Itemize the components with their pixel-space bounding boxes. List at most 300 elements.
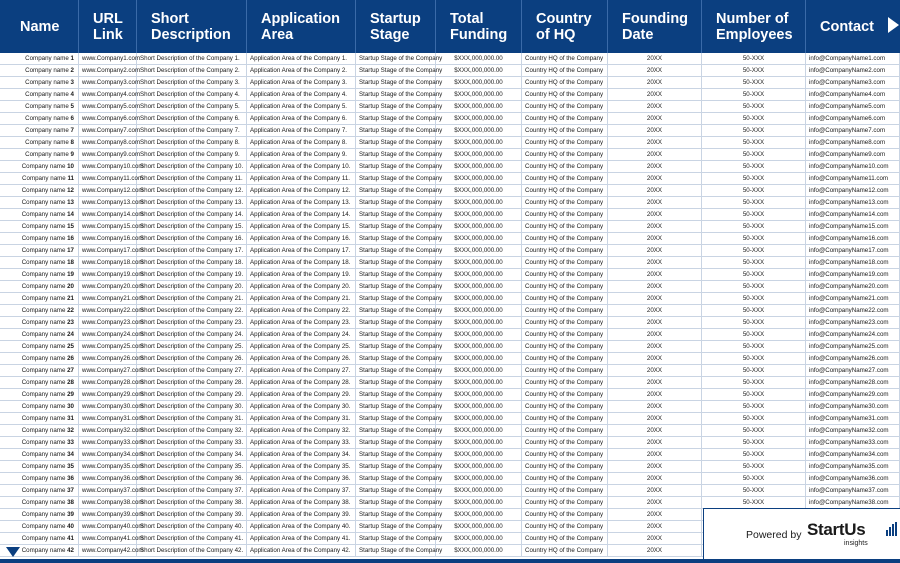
cell-funding: $XXX,000,000.00 bbox=[436, 437, 522, 449]
cell-country: Country HQ of the Company bbox=[522, 461, 608, 473]
cell-country: Country HQ of the Company bbox=[522, 137, 608, 149]
cell-url[interactable]: www.Company25.com bbox=[79, 341, 137, 353]
cell-name: Company name 32 bbox=[0, 425, 79, 437]
table-row[interactable] bbox=[0, 413, 900, 425]
cell-country: Country HQ of the Company bbox=[522, 233, 608, 245]
cell-funding: $XXX,000,000.00 bbox=[436, 461, 522, 473]
cell-contact[interactable]: info@CompanyName31.com bbox=[806, 413, 900, 425]
table-row[interactable] bbox=[0, 197, 900, 209]
cell-contact[interactable]: info@CompanyName7.com bbox=[806, 125, 900, 137]
table-row[interactable] bbox=[0, 437, 900, 449]
cell-name: Company name 7 bbox=[0, 125, 79, 137]
cell-url[interactable]: www.Company14.com bbox=[79, 209, 137, 221]
table-row[interactable] bbox=[0, 269, 900, 281]
cell-funding: $XXX,000,000.00 bbox=[436, 149, 522, 161]
cell-country: Country HQ of the Company bbox=[522, 545, 608, 557]
cell-date: 20XX bbox=[608, 545, 702, 557]
header-date-line: Founding bbox=[622, 10, 689, 27]
cell-name: Company name 42 bbox=[0, 545, 79, 557]
cell-stage: Startup Stage of the Company bbox=[356, 185, 436, 197]
cell-country: Country HQ of the Company bbox=[522, 245, 608, 257]
cell-url[interactable]: www.Company22.com bbox=[79, 305, 137, 317]
cell-date: 20XX bbox=[608, 389, 702, 401]
cell-description: Short Description of the Company 37. bbox=[137, 485, 247, 497]
cell-date: 20XX bbox=[608, 293, 702, 305]
cell-url[interactable]: www.Company42.com bbox=[79, 545, 137, 557]
cell-area: Application Area of the Company 9. bbox=[247, 149, 356, 161]
table-row[interactable] bbox=[0, 317, 900, 329]
cell-area: Application Area of the Company 29. bbox=[247, 389, 356, 401]
cell-area: Application Area of the Company 41. bbox=[247, 533, 356, 545]
cell-employees: 50-XXX bbox=[702, 341, 806, 353]
cell-funding: $XXX,000,000.00 bbox=[436, 401, 522, 413]
cell-country: Country HQ of the Company bbox=[522, 161, 608, 173]
table-row[interactable] bbox=[0, 101, 900, 113]
header-contact-line: Contact bbox=[820, 18, 874, 35]
cell-url[interactable]: www.Company16.com bbox=[79, 233, 137, 245]
cell-area: Application Area of the Company 37. bbox=[247, 485, 356, 497]
cell-url[interactable]: www.Company33.com bbox=[79, 437, 137, 449]
cell-funding: $XXX,000,000.00 bbox=[436, 257, 522, 269]
header-country bbox=[522, 0, 608, 53]
cell-contact[interactable]: info@CompanyName10.com bbox=[806, 161, 900, 173]
cell-description: Short Description of the Company 12. bbox=[137, 185, 247, 197]
cell-country: Country HQ of the Company bbox=[522, 425, 608, 437]
cell-url[interactable]: www.Company3.com bbox=[79, 77, 137, 89]
cell-description: Short Description of the Company 28. bbox=[137, 377, 247, 389]
table-row[interactable] bbox=[0, 377, 900, 389]
play-arrow-icon[interactable] bbox=[888, 17, 899, 33]
cell-contact[interactable]: info@CompanyName14.com bbox=[806, 209, 900, 221]
cell-contact[interactable]: info@CompanyName15.com bbox=[806, 221, 900, 233]
cell-country: Country HQ of the Company bbox=[522, 113, 608, 125]
cell-employees: 50-XXX bbox=[702, 449, 806, 461]
table-row[interactable] bbox=[0, 353, 900, 365]
table-row[interactable] bbox=[0, 77, 900, 89]
cell-date: 20XX bbox=[608, 353, 702, 365]
cell-funding: $XXX,000,000.00 bbox=[436, 293, 522, 305]
cell-area: Application Area of the Company 6. bbox=[247, 113, 356, 125]
table-row[interactable] bbox=[0, 221, 900, 233]
table-row[interactable] bbox=[0, 173, 900, 185]
cell-description: Short Description of the Company 9. bbox=[137, 149, 247, 161]
cell-date: 20XX bbox=[608, 245, 702, 257]
cell-stage: Startup Stage of the Company bbox=[356, 317, 436, 329]
cell-contact[interactable]: info@CompanyName8.com bbox=[806, 137, 900, 149]
cell-employees: 50-XXX bbox=[702, 305, 806, 317]
scroll-down-icon[interactable] bbox=[6, 547, 20, 557]
cell-area: Application Area of the Company 27. bbox=[247, 365, 356, 377]
cell-url[interactable]: www.Company21.com bbox=[79, 293, 137, 305]
cell-date: 20XX bbox=[608, 425, 702, 437]
cell-area: Application Area of the Company 25. bbox=[247, 341, 356, 353]
header-funding-line: Funding bbox=[450, 26, 508, 43]
cell-contact[interactable]: info@CompanyName12.com bbox=[806, 185, 900, 197]
cell-description: Short Description of the Company 19. bbox=[137, 269, 247, 281]
cell-area: Application Area of the Company 30. bbox=[247, 401, 356, 413]
header-area-line: Area bbox=[261, 26, 294, 43]
cell-url[interactable]: www.Company5.com bbox=[79, 101, 137, 113]
cell-area: Application Area of the Company 23. bbox=[247, 317, 356, 329]
cell-funding: $XXX,000,000.00 bbox=[436, 113, 522, 125]
cell-date: 20XX bbox=[608, 509, 702, 521]
cell-date: 20XX bbox=[608, 305, 702, 317]
cell-contact[interactable]: info@CompanyName38.com bbox=[806, 497, 900, 509]
cell-stage: Startup Stage of the Company bbox=[356, 473, 436, 485]
cell-area: Application Area of the Company 5. bbox=[247, 101, 356, 113]
cell-url[interactable]: www.Company37.com bbox=[79, 485, 137, 497]
cell-date: 20XX bbox=[608, 149, 702, 161]
table-row[interactable] bbox=[0, 401, 900, 413]
table-row[interactable] bbox=[0, 233, 900, 245]
cell-name: Company name 39 bbox=[0, 509, 79, 521]
cell-date: 20XX bbox=[608, 401, 702, 413]
cell-date: 20XX bbox=[608, 113, 702, 125]
cell-area: Application Area of the Company 18. bbox=[247, 257, 356, 269]
cell-url[interactable]: www.Company31.com bbox=[79, 413, 137, 425]
table-row[interactable] bbox=[0, 425, 900, 437]
cell-name: Company name 30 bbox=[0, 401, 79, 413]
powered-by-box[interactable] bbox=[703, 508, 900, 559]
cell-country: Country HQ of the Company bbox=[522, 473, 608, 485]
table-row[interactable] bbox=[0, 53, 900, 65]
cell-funding: $XXX,000,000.00 bbox=[436, 329, 522, 341]
header-emp-line: Employees bbox=[716, 26, 793, 43]
bar-chart-logo-icon bbox=[886, 522, 898, 536]
cell-area: Application Area of the Company 35. bbox=[247, 461, 356, 473]
cell-country: Country HQ of the Company bbox=[522, 485, 608, 497]
cell-stage: Startup Stage of the Company bbox=[356, 365, 436, 377]
cell-country: Country HQ of the Company bbox=[522, 305, 608, 317]
cell-funding: $XXX,000,000.00 bbox=[436, 449, 522, 461]
cell-contact[interactable]: info@CompanyName13.com bbox=[806, 197, 900, 209]
cell-contact[interactable]: info@CompanyName28.com bbox=[806, 377, 900, 389]
table-row[interactable] bbox=[0, 209, 900, 221]
cell-employees: 50-XXX bbox=[702, 401, 806, 413]
cell-name: Company name 19 bbox=[0, 269, 79, 281]
cell-stage: Startup Stage of the Company bbox=[356, 485, 436, 497]
cell-url[interactable]: www.Company26.com bbox=[79, 353, 137, 365]
cell-stage: Startup Stage of the Company bbox=[356, 257, 436, 269]
header-funding bbox=[436, 0, 522, 53]
cell-name: Company name 17 bbox=[0, 245, 79, 257]
cell-name: Company name 31 bbox=[0, 413, 79, 425]
table-row[interactable] bbox=[0, 281, 900, 293]
cell-date: 20XX bbox=[608, 197, 702, 209]
cell-stage: Startup Stage of the Company bbox=[356, 389, 436, 401]
cell-stage: Startup Stage of the Company bbox=[356, 449, 436, 461]
cell-description: Short Description of the Company 14. bbox=[137, 209, 247, 221]
cell-url[interactable]: www.Company41.com bbox=[79, 533, 137, 545]
cell-employees: 50-XXX bbox=[702, 353, 806, 365]
cell-employees: 50-XXX bbox=[702, 425, 806, 437]
cell-url[interactable]: www.Company30.com bbox=[79, 401, 137, 413]
cell-url[interactable]: www.Company27.com bbox=[79, 365, 137, 377]
header-country-line: of HQ bbox=[536, 26, 576, 43]
cell-funding: $XXX,000,000.00 bbox=[436, 161, 522, 173]
powered-by-label: Powered by bbox=[746, 529, 802, 541]
cell-contact[interactable]: info@CompanyName32.com bbox=[806, 425, 900, 437]
cell-country: Country HQ of the Company bbox=[522, 365, 608, 377]
cell-funding: $XXX,000,000.00 bbox=[436, 485, 522, 497]
cell-employees: 50-XXX bbox=[702, 377, 806, 389]
header-area bbox=[247, 0, 356, 53]
cell-funding: $XXX,000,000.00 bbox=[436, 413, 522, 425]
cell-country: Country HQ of the Company bbox=[522, 353, 608, 365]
cell-url[interactable]: www.Company24.com bbox=[79, 329, 137, 341]
cell-funding: $XXX,000,000.00 bbox=[436, 197, 522, 209]
cell-stage: Startup Stage of the Company bbox=[356, 173, 436, 185]
cell-contact[interactable]: info@CompanyName6.com bbox=[806, 113, 900, 125]
cell-contact[interactable]: info@CompanyName30.com bbox=[806, 401, 900, 413]
cell-description: Short Description of the Company 40. bbox=[137, 521, 247, 533]
cell-contact[interactable]: info@CompanyName34.com bbox=[806, 449, 900, 461]
cell-date: 20XX bbox=[608, 341, 702, 353]
cell-funding: $XXX,000,000.00 bbox=[436, 137, 522, 149]
cell-employees: 50-XXX bbox=[702, 221, 806, 233]
cell-contact[interactable]: info@CompanyName20.com bbox=[806, 281, 900, 293]
cell-area: Application Area of the Company 40. bbox=[247, 521, 356, 533]
cell-url[interactable]: www.Company10.com bbox=[79, 161, 137, 173]
header-stage bbox=[356, 0, 436, 53]
cell-employees: 50-XXX bbox=[702, 197, 806, 209]
cell-url[interactable]: www.Company12.com bbox=[79, 185, 137, 197]
cell-contact[interactable]: info@CompanyName16.com bbox=[806, 233, 900, 245]
cell-funding: $XXX,000,000.00 bbox=[436, 89, 522, 101]
cell-country: Country HQ of the Company bbox=[522, 521, 608, 533]
cell-description: Short Description of the Company 41. bbox=[137, 533, 247, 545]
cell-description: Short Description of the Company 17. bbox=[137, 245, 247, 257]
cell-employees: 50-XXX bbox=[702, 209, 806, 221]
cell-area: Application Area of the Company 42. bbox=[247, 545, 356, 557]
cell-area: Application Area of the Company 34. bbox=[247, 449, 356, 461]
cell-area: Application Area of the Company 24. bbox=[247, 329, 356, 341]
header-emp-line: Number of bbox=[716, 10, 789, 27]
table-row[interactable] bbox=[0, 341, 900, 353]
footer-bar bbox=[0, 559, 900, 563]
cell-contact[interactable]: info@CompanyName9.com bbox=[806, 149, 900, 161]
header-url-line: Link bbox=[93, 26, 123, 43]
cell-stage: Startup Stage of the Company bbox=[356, 89, 436, 101]
cell-url[interactable]: www.Company35.com bbox=[79, 461, 137, 473]
table-row[interactable] bbox=[0, 449, 900, 461]
cell-date: 20XX bbox=[608, 281, 702, 293]
cell-url[interactable]: www.Company18.com bbox=[79, 257, 137, 269]
cell-employees: 50-XXX bbox=[702, 53, 806, 65]
cell-stage: Startup Stage of the Company bbox=[356, 437, 436, 449]
cell-contact[interactable]: info@CompanyName3.com bbox=[806, 77, 900, 89]
table-row[interactable] bbox=[0, 161, 900, 173]
cell-contact[interactable]: info@CompanyName25.com bbox=[806, 341, 900, 353]
cell-funding: $XXX,000,000.00 bbox=[436, 425, 522, 437]
cell-area: Application Area of the Company 32. bbox=[247, 425, 356, 437]
cell-url[interactable]: www.Company6.com bbox=[79, 113, 137, 125]
cell-contact[interactable]: info@CompanyName24.com bbox=[806, 329, 900, 341]
cell-name: Company name 33 bbox=[0, 437, 79, 449]
cell-url[interactable]: www.Company15.com bbox=[79, 221, 137, 233]
cell-stage: Startup Stage of the Company bbox=[356, 125, 436, 137]
cell-description: Short Description of the Company 7. bbox=[137, 125, 247, 137]
table-row[interactable] bbox=[0, 125, 900, 137]
cell-country: Country HQ of the Company bbox=[522, 413, 608, 425]
cell-url[interactable]: www.Company23.com bbox=[79, 317, 137, 329]
table-row[interactable] bbox=[0, 149, 900, 161]
cell-description: Short Description of the Company 34. bbox=[137, 449, 247, 461]
cell-name: Company name 35 bbox=[0, 461, 79, 473]
table-row[interactable] bbox=[0, 185, 900, 197]
table-row[interactable] bbox=[0, 305, 900, 317]
header-desc-line: Short bbox=[151, 10, 189, 27]
cell-employees: 50-XXX bbox=[702, 113, 806, 125]
cell-stage: Startup Stage of the Company bbox=[356, 221, 436, 233]
cell-country: Country HQ of the Company bbox=[522, 101, 608, 113]
cell-stage: Startup Stage of the Company bbox=[356, 233, 436, 245]
cell-url[interactable]: www.Company19.com bbox=[79, 269, 137, 281]
cell-funding: $XXX,000,000.00 bbox=[436, 125, 522, 137]
cell-area: Application Area of the Company 39. bbox=[247, 509, 356, 521]
cell-url[interactable]: www.Company4.com bbox=[79, 89, 137, 101]
cell-date: 20XX bbox=[608, 101, 702, 113]
cell-funding: $XXX,000,000.00 bbox=[436, 185, 522, 197]
cell-contact[interactable]: info@CompanyName26.com bbox=[806, 353, 900, 365]
table-row[interactable] bbox=[0, 137, 900, 149]
cell-date: 20XX bbox=[608, 317, 702, 329]
brand-logo-text: StartUs bbox=[807, 520, 866, 539]
cell-funding: $XXX,000,000.00 bbox=[436, 545, 522, 557]
header-desc-line: Description bbox=[151, 26, 231, 43]
cell-area: Application Area of the Company 19. bbox=[247, 269, 356, 281]
cell-stage: Startup Stage of the Company bbox=[356, 197, 436, 209]
cell-url[interactable]: www.Company1.com bbox=[79, 53, 137, 65]
cell-description: Short Description of the Company 6. bbox=[137, 113, 247, 125]
cell-contact[interactable]: info@CompanyName27.com bbox=[806, 365, 900, 377]
cell-url[interactable]: www.Company36.com bbox=[79, 473, 137, 485]
cell-date: 20XX bbox=[608, 521, 702, 533]
cell-description: Short Description of the Company 33. bbox=[137, 437, 247, 449]
header-stage-line: Startup bbox=[370, 10, 421, 27]
cell-funding: $XXX,000,000.00 bbox=[436, 509, 522, 521]
cell-date: 20XX bbox=[608, 485, 702, 497]
cell-url[interactable]: www.Company7.com bbox=[79, 125, 137, 137]
cell-url[interactable]: www.Company32.com bbox=[79, 425, 137, 437]
cell-url[interactable]: www.Company17.com bbox=[79, 245, 137, 257]
cell-contact[interactable]: info@CompanyName4.com bbox=[806, 89, 900, 101]
cell-description: Short Description of the Company 29. bbox=[137, 389, 247, 401]
cell-employees: 50-XXX bbox=[702, 485, 806, 497]
table-row[interactable] bbox=[0, 89, 900, 101]
cell-date: 20XX bbox=[608, 185, 702, 197]
cell-funding: $XXX,000,000.00 bbox=[436, 377, 522, 389]
cell-contact[interactable]: info@CompanyName18.com bbox=[806, 257, 900, 269]
cell-country: Country HQ of the Company bbox=[522, 341, 608, 353]
cell-description: Short Description of the Company 22. bbox=[137, 305, 247, 317]
cell-url[interactable]: www.Company8.com bbox=[79, 137, 137, 149]
cell-funding: $XXX,000,000.00 bbox=[436, 173, 522, 185]
cell-employees: 50-XXX bbox=[702, 281, 806, 293]
cell-url[interactable]: www.Company9.com bbox=[79, 149, 137, 161]
cell-description: Short Description of the Company 8. bbox=[137, 137, 247, 149]
cell-employees: 50-XXX bbox=[702, 473, 806, 485]
cell-contact[interactable]: info@CompanyName33.com bbox=[806, 437, 900, 449]
cell-url[interactable]: www.Company13.com bbox=[79, 197, 137, 209]
cell-description: Short Description of the Company 1. bbox=[137, 53, 247, 65]
cell-funding: $XXX,000,000.00 bbox=[436, 269, 522, 281]
cell-url[interactable]: www.Company2.com bbox=[79, 65, 137, 77]
cell-funding: $XXX,000,000.00 bbox=[436, 365, 522, 377]
cell-name: Company name 36 bbox=[0, 473, 79, 485]
header-name-line: Name bbox=[20, 18, 60, 35]
cell-url[interactable]: www.Company40.com bbox=[79, 521, 137, 533]
cell-url[interactable]: www.Company28.com bbox=[79, 377, 137, 389]
cell-funding: $XXX,000,000.00 bbox=[436, 521, 522, 533]
table-row[interactable] bbox=[0, 473, 900, 485]
cell-url[interactable]: www.Company34.com bbox=[79, 449, 137, 461]
table-row[interactable] bbox=[0, 461, 900, 473]
cell-contact[interactable]: info@CompanyName36.com bbox=[806, 473, 900, 485]
cell-url[interactable]: www.Company20.com bbox=[79, 281, 137, 293]
cell-contact[interactable]: info@CompanyName11.com bbox=[806, 173, 900, 185]
table-row[interactable] bbox=[0, 113, 900, 125]
cell-contact[interactable]: info@CompanyName5.com bbox=[806, 101, 900, 113]
cell-stage: Startup Stage of the Company bbox=[356, 209, 436, 221]
cell-url[interactable]: www.Company38.com bbox=[79, 497, 137, 509]
table-row[interactable] bbox=[0, 389, 900, 401]
table-row[interactable] bbox=[0, 293, 900, 305]
cell-contact[interactable]: info@CompanyName29.com bbox=[806, 389, 900, 401]
cell-date: 20XX bbox=[608, 497, 702, 509]
cell-funding: $XXX,000,000.00 bbox=[436, 233, 522, 245]
cell-area: Application Area of the Company 12. bbox=[247, 185, 356, 197]
table-row[interactable] bbox=[0, 257, 900, 269]
cell-date: 20XX bbox=[608, 473, 702, 485]
cell-description: Short Description of the Company 4. bbox=[137, 89, 247, 101]
cell-name: Company name 21 bbox=[0, 293, 79, 305]
table-row[interactable] bbox=[0, 65, 900, 77]
cell-employees: 50-XXX bbox=[702, 245, 806, 257]
cell-url[interactable]: www.Company29.com bbox=[79, 389, 137, 401]
table-row[interactable] bbox=[0, 485, 900, 497]
cell-employees: 50-XXX bbox=[702, 389, 806, 401]
cell-country: Country HQ of the Company bbox=[522, 257, 608, 269]
cell-country: Country HQ of the Company bbox=[522, 173, 608, 185]
cell-employees: 50-XXX bbox=[702, 101, 806, 113]
cell-contact[interactable]: info@CompanyName22.com bbox=[806, 305, 900, 317]
table-row[interactable] bbox=[0, 245, 900, 257]
cell-area: Application Area of the Company 3. bbox=[247, 77, 356, 89]
cell-date: 20XX bbox=[608, 461, 702, 473]
cell-contact[interactable]: info@CompanyName17.com bbox=[806, 245, 900, 257]
cell-employees: 50-XXX bbox=[702, 329, 806, 341]
cell-area: Application Area of the Company 11. bbox=[247, 173, 356, 185]
cell-contact[interactable]: info@CompanyName37.com bbox=[806, 485, 900, 497]
table-row[interactable] bbox=[0, 365, 900, 377]
cell-name: Company name 23 bbox=[0, 317, 79, 329]
brand-logo-subtext: insights bbox=[844, 540, 868, 547]
cell-contact[interactable]: info@CompanyName2.com bbox=[806, 65, 900, 77]
cell-url[interactable]: www.Company39.com bbox=[79, 509, 137, 521]
cell-contact[interactable]: info@CompanyName21.com bbox=[806, 293, 900, 305]
cell-name: Company name 38 bbox=[0, 497, 79, 509]
cell-stage: Startup Stage of the Company bbox=[356, 77, 436, 89]
cell-contact[interactable]: info@CompanyName23.com bbox=[806, 317, 900, 329]
cell-contact[interactable]: info@CompanyName35.com bbox=[806, 461, 900, 473]
cell-url[interactable]: www.Company11.com bbox=[79, 173, 137, 185]
cell-date: 20XX bbox=[608, 221, 702, 233]
cell-contact[interactable]: info@CompanyName1.com bbox=[806, 53, 900, 65]
cell-contact[interactable]: info@CompanyName19.com bbox=[806, 269, 900, 281]
table-row[interactable] bbox=[0, 329, 900, 341]
cell-employees: 50-XXX bbox=[702, 365, 806, 377]
